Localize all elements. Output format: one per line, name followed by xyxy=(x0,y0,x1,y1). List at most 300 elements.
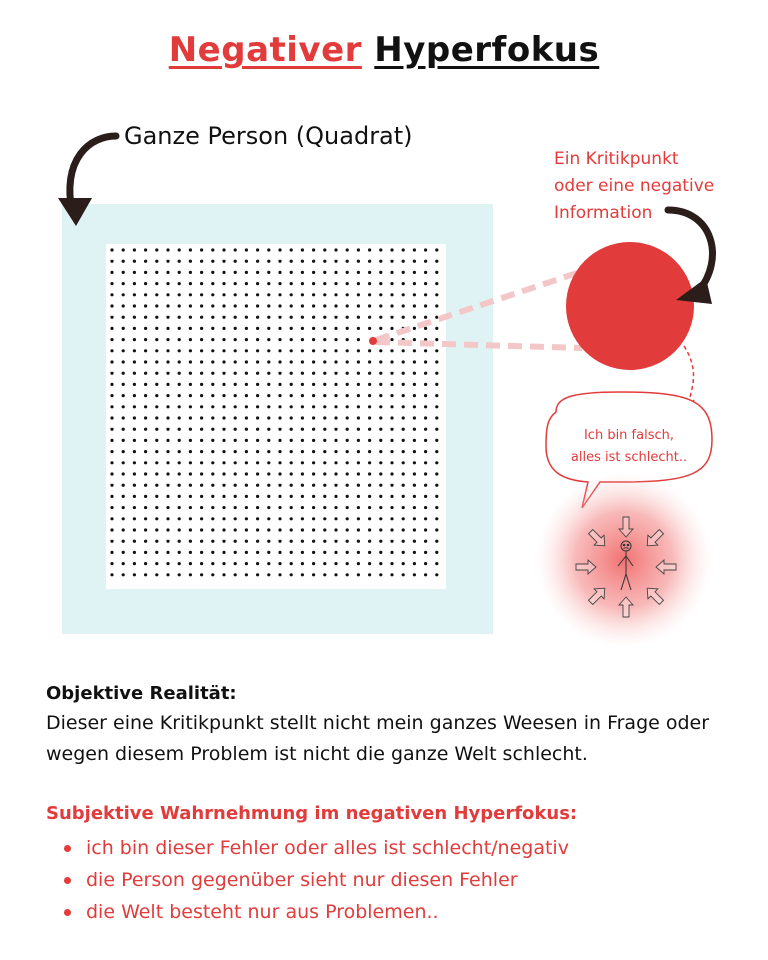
grid-dot xyxy=(122,383,125,386)
grid-dot xyxy=(166,528,169,531)
label-critic-line-2: oder eine negative xyxy=(554,176,715,196)
grid-dot xyxy=(245,495,248,498)
grid-dot xyxy=(200,540,203,543)
grid-dot xyxy=(133,327,136,330)
grid-dot xyxy=(200,338,203,341)
grid-dot xyxy=(368,540,371,543)
grid-dot xyxy=(178,248,181,251)
grid-dot xyxy=(166,349,169,352)
grid-dot xyxy=(301,506,304,509)
grid-dot xyxy=(110,495,113,498)
title-negativer: Negativer xyxy=(168,30,362,70)
grid-dot xyxy=(122,349,125,352)
grid-dot xyxy=(256,472,259,475)
grid-dot xyxy=(390,573,393,576)
grid-dot xyxy=(110,506,113,509)
grid-dot xyxy=(178,562,181,565)
grid-dot xyxy=(346,338,349,341)
grid-dot xyxy=(166,551,169,554)
grid-dot xyxy=(267,562,270,565)
grid-dot xyxy=(435,338,438,341)
grid-dot xyxy=(402,383,405,386)
grid-dot xyxy=(245,349,248,352)
grid-dot xyxy=(222,439,225,442)
grid-dot xyxy=(402,484,405,487)
grid-dot xyxy=(278,428,281,431)
grid-dot xyxy=(357,484,360,487)
grid-dot xyxy=(424,495,427,498)
grid-dot xyxy=(346,271,349,274)
grid-dot xyxy=(312,349,315,352)
grid-dot xyxy=(379,495,382,498)
grid-dot xyxy=(211,528,214,531)
list-item: die Welt besteht nur aus Problemen.. xyxy=(64,896,746,928)
grid-dot xyxy=(211,394,214,397)
grid-dot xyxy=(200,472,203,475)
grid-dot xyxy=(390,360,393,363)
grid-dot xyxy=(211,551,214,554)
grid-dot xyxy=(144,517,147,520)
grid-dot xyxy=(402,349,405,352)
grid-dot xyxy=(390,260,393,263)
grid-dot xyxy=(200,551,203,554)
grid-dot xyxy=(189,450,192,453)
grid-dot xyxy=(133,472,136,475)
grid-dot xyxy=(334,282,337,285)
grid-dot xyxy=(368,428,371,431)
grid-dot xyxy=(368,461,371,464)
grid-dot xyxy=(189,271,192,274)
grid-dot xyxy=(222,461,225,464)
grid-dot xyxy=(234,304,237,307)
grid-dot xyxy=(346,540,349,543)
grid-dot xyxy=(424,551,427,554)
grid-dot xyxy=(200,282,203,285)
grid-dot xyxy=(133,562,136,565)
grid-dot xyxy=(435,495,438,498)
grid-dot xyxy=(200,495,203,498)
grid-dot xyxy=(144,551,147,554)
grid-dot xyxy=(413,338,416,341)
grid-dot xyxy=(424,573,427,576)
grid-dot xyxy=(211,562,214,565)
grid-dot xyxy=(234,506,237,509)
grid-dot xyxy=(346,327,349,330)
grid-dot xyxy=(144,484,147,487)
grid-dot xyxy=(211,405,214,408)
grid-dot xyxy=(402,551,405,554)
grid-dot xyxy=(290,562,293,565)
grid-dot xyxy=(301,461,304,464)
grid-dot xyxy=(334,293,337,296)
grid-dot xyxy=(301,551,304,554)
grid-dot xyxy=(122,327,125,330)
grid-dot xyxy=(178,327,181,330)
grid-dot xyxy=(122,573,125,576)
grid-dot xyxy=(222,282,225,285)
grid-dot xyxy=(312,316,315,319)
grid-dot xyxy=(178,461,181,464)
grid-dot xyxy=(222,528,225,531)
grid-dot xyxy=(312,416,315,419)
grid-dot xyxy=(290,405,293,408)
grid-dot xyxy=(245,271,248,274)
grid-dot xyxy=(222,573,225,576)
grid-dot xyxy=(346,562,349,565)
grid-dot xyxy=(368,439,371,442)
grid-dot xyxy=(110,383,113,386)
grid-dot xyxy=(256,383,259,386)
grid-dot xyxy=(290,528,293,531)
grid-dot xyxy=(166,394,169,397)
grid-dot xyxy=(122,472,125,475)
grid-dot xyxy=(312,271,315,274)
grid-dot xyxy=(245,472,248,475)
grid-dot xyxy=(290,540,293,543)
grid-dot xyxy=(133,439,136,442)
grid-dot xyxy=(402,372,405,375)
grid-dot xyxy=(346,260,349,263)
grid-dot xyxy=(390,271,393,274)
grid-dot xyxy=(211,450,214,453)
grid-dot xyxy=(189,416,192,419)
grid-dot xyxy=(346,450,349,453)
grid-dot xyxy=(234,271,237,274)
grid-dot xyxy=(234,394,237,397)
grid-dot xyxy=(178,484,181,487)
grid-dot xyxy=(133,394,136,397)
grid-dot xyxy=(133,360,136,363)
grid-dot xyxy=(357,495,360,498)
grid-dot xyxy=(245,484,248,487)
grid-dot xyxy=(357,405,360,408)
grid-dot xyxy=(133,304,136,307)
grid-dot xyxy=(200,360,203,363)
grid-dot xyxy=(234,517,237,520)
grid-dot xyxy=(301,472,304,475)
grid-dot xyxy=(368,327,371,330)
grid-dot xyxy=(211,383,214,386)
grid-dot xyxy=(155,394,158,397)
grid-dot xyxy=(211,248,214,251)
grid-dot xyxy=(245,316,248,319)
grid-dot xyxy=(402,450,405,453)
grid-dot xyxy=(368,551,371,554)
grid-dot xyxy=(290,495,293,498)
grid-dot xyxy=(166,461,169,464)
grid-dot xyxy=(290,271,293,274)
grid-dot xyxy=(402,439,405,442)
grid-dot xyxy=(301,383,304,386)
grid-dot xyxy=(435,461,438,464)
grid-dot xyxy=(178,293,181,296)
grid-dot xyxy=(189,562,192,565)
grid-dot xyxy=(290,293,293,296)
grid-dot xyxy=(245,439,248,442)
grid-dot xyxy=(413,248,416,251)
grid-dot xyxy=(155,338,158,341)
grid-dot xyxy=(245,383,248,386)
grid-dot xyxy=(357,562,360,565)
grid-dot xyxy=(222,327,225,330)
grid-dot xyxy=(390,248,393,251)
grid-dot xyxy=(368,517,371,520)
grid-dot xyxy=(323,316,326,319)
grid-dot xyxy=(155,304,158,307)
grid-dot xyxy=(278,316,281,319)
grid-dot xyxy=(278,372,281,375)
grid-dot xyxy=(166,439,169,442)
grid-dot xyxy=(234,260,237,263)
grid-dot xyxy=(155,260,158,263)
grid-dot xyxy=(368,360,371,363)
grid-dot xyxy=(200,293,203,296)
grid-dot xyxy=(133,338,136,341)
objective-text: Dieser eine Kritikpunkt stellt nicht mein ganzes Weesen in Frage oder wegen diesem Problem ist nicht die ganze Welt schlecht. xyxy=(46,712,710,765)
grid-dot xyxy=(211,428,214,431)
grid-dot xyxy=(166,472,169,475)
grid-dot xyxy=(290,484,293,487)
explanation-section xyxy=(46,680,746,928)
grid-dot xyxy=(346,573,349,576)
grid-dot xyxy=(256,327,259,330)
grid-dot xyxy=(312,562,315,565)
grid-dot xyxy=(110,271,113,274)
grid-dot xyxy=(334,439,337,442)
grid-dot xyxy=(256,248,259,251)
grid-dot xyxy=(357,416,360,419)
grid-dot xyxy=(278,304,281,307)
grid-dot xyxy=(122,394,125,397)
grid-dot xyxy=(390,304,393,307)
list-item: die Person gegenüber sieht nur diesen Fehler xyxy=(64,864,746,896)
grid-dot xyxy=(178,450,181,453)
grid-dot xyxy=(234,293,237,296)
grid-dot xyxy=(301,394,304,397)
grid-dot xyxy=(267,540,270,543)
grid-dot xyxy=(110,540,113,543)
grid-dot xyxy=(256,338,259,341)
grid-dot xyxy=(222,495,225,498)
grid-dot xyxy=(323,405,326,408)
grid-dot xyxy=(144,248,147,251)
grid-dot xyxy=(166,271,169,274)
grid-dot xyxy=(334,316,337,319)
grid-dot xyxy=(424,450,427,453)
grid-dot xyxy=(245,562,248,565)
grid-dot xyxy=(290,338,293,341)
grid-dot xyxy=(424,472,427,475)
grid-dot xyxy=(413,372,416,375)
grid-dot xyxy=(390,506,393,509)
grid-dot xyxy=(155,439,158,442)
grid-dot xyxy=(245,416,248,419)
grid-dot xyxy=(357,271,360,274)
grid-dot xyxy=(211,372,214,375)
speech-line-2: alles ist schlecht.. xyxy=(570,450,688,465)
grid-dot xyxy=(189,484,192,487)
grid-dot xyxy=(334,360,337,363)
grid-dot xyxy=(256,428,259,431)
grid-dot xyxy=(402,506,405,509)
grid-dot xyxy=(301,428,304,431)
grid-dot xyxy=(267,472,270,475)
grid-dot xyxy=(301,327,304,330)
grid-dot xyxy=(323,517,326,520)
grid-dot xyxy=(267,405,270,408)
grid-dot xyxy=(334,394,337,397)
grid-dot xyxy=(166,282,169,285)
grid-dot xyxy=(222,450,225,453)
grid-dot xyxy=(256,372,259,375)
grid-dot xyxy=(110,517,113,520)
critic-circle xyxy=(566,242,694,370)
grid-dot xyxy=(189,528,192,531)
grid-dot xyxy=(133,540,136,543)
grid-dot xyxy=(110,316,113,319)
grid-dot xyxy=(435,316,438,319)
grid-dot xyxy=(155,517,158,520)
grid-dot xyxy=(155,360,158,363)
grid-dot xyxy=(435,562,438,565)
grid-dot xyxy=(379,506,382,509)
grid-dot xyxy=(144,327,147,330)
grid-dot xyxy=(290,573,293,576)
grid-dot xyxy=(267,394,270,397)
grid-dot xyxy=(390,540,393,543)
grid-dot xyxy=(122,562,125,565)
grid-dot xyxy=(211,260,214,263)
grid-dot xyxy=(390,472,393,475)
grid-dot xyxy=(424,506,427,509)
grid-dot xyxy=(189,349,192,352)
grid-dot xyxy=(267,517,270,520)
grid-dot xyxy=(390,338,393,341)
grid-dot xyxy=(312,405,315,408)
grid-dot xyxy=(312,304,315,307)
grid-dot xyxy=(222,484,225,487)
grid-dot xyxy=(312,439,315,442)
label-critic-line-3: Information xyxy=(554,203,653,223)
grid-dot xyxy=(122,360,125,363)
grid-dot xyxy=(312,551,315,554)
grid-dot xyxy=(256,540,259,543)
grid-dot xyxy=(222,316,225,319)
grid-dot xyxy=(211,439,214,442)
grid-dot xyxy=(435,327,438,330)
grid-dot xyxy=(234,327,237,330)
grid-dot xyxy=(278,439,281,442)
grid-dot xyxy=(301,540,304,543)
grid-dot xyxy=(200,416,203,419)
grid-dot xyxy=(144,394,147,397)
grid-dot xyxy=(222,405,225,408)
grid-dot xyxy=(144,450,147,453)
grid-dot xyxy=(390,394,393,397)
grid-dot xyxy=(178,506,181,509)
grid-dot xyxy=(222,271,225,274)
grid-dot xyxy=(278,551,281,554)
grid-dot xyxy=(144,282,147,285)
grid-dot xyxy=(402,304,405,307)
grid-dot xyxy=(402,495,405,498)
grid-dot xyxy=(144,271,147,274)
grid-dot xyxy=(189,327,192,330)
grid-dot xyxy=(110,551,113,554)
grid-dot xyxy=(390,439,393,442)
grid-dot xyxy=(278,484,281,487)
grid-dot xyxy=(413,540,416,543)
grid-dot xyxy=(435,439,438,442)
grid-dot xyxy=(211,316,214,319)
grid-dot xyxy=(312,360,315,363)
grid-dot xyxy=(267,372,270,375)
grid-dot xyxy=(357,372,360,375)
grid-dot xyxy=(278,271,281,274)
grid-dot xyxy=(222,260,225,263)
grid-dot xyxy=(278,338,281,341)
grid-dot xyxy=(245,372,248,375)
grid-dot xyxy=(144,372,147,375)
grid-dot xyxy=(245,293,248,296)
grid-dot xyxy=(200,461,203,464)
grid-dot xyxy=(144,562,147,565)
grid-dot xyxy=(189,293,192,296)
grid-dot xyxy=(334,304,337,307)
grid-dot xyxy=(110,562,113,565)
grid-dot xyxy=(390,282,393,285)
grid-dot xyxy=(110,484,113,487)
grid-dot xyxy=(346,484,349,487)
grid-dot xyxy=(323,349,326,352)
pressure-glow xyxy=(536,472,712,648)
grid-dot xyxy=(290,461,293,464)
grid-dot xyxy=(256,528,259,531)
grid-dot xyxy=(245,461,248,464)
grid-dot xyxy=(424,394,427,397)
grid-dot xyxy=(278,461,281,464)
grid-dot xyxy=(278,472,281,475)
grid-dot xyxy=(122,416,125,419)
grid-dot xyxy=(402,260,405,263)
grid-dot xyxy=(390,517,393,520)
grid-dot xyxy=(290,260,293,263)
grid-dot xyxy=(133,293,136,296)
grid-dot xyxy=(357,517,360,520)
grid-dot xyxy=(278,450,281,453)
grid-dot xyxy=(390,405,393,408)
grid-dot xyxy=(379,304,382,307)
grid-dot xyxy=(379,248,382,251)
subjective-heading: Subjektive Wahrnehmung im negativen Hyperfokus: xyxy=(46,803,578,824)
grid-dot xyxy=(189,248,192,251)
grid-dot xyxy=(424,439,427,442)
grid-dot xyxy=(413,394,416,397)
grid-dot xyxy=(256,405,259,408)
grid-dot xyxy=(368,349,371,352)
grid-dot xyxy=(334,372,337,375)
grid-dot xyxy=(222,416,225,419)
grid-dot xyxy=(334,562,337,565)
grid-dot xyxy=(424,540,427,543)
grid-dot xyxy=(155,349,158,352)
grid-dot xyxy=(211,506,214,509)
grid-dot xyxy=(424,271,427,274)
grid-dot xyxy=(234,562,237,565)
grid-dot xyxy=(166,260,169,263)
grid-dot xyxy=(334,450,337,453)
grid-dot xyxy=(234,360,237,363)
